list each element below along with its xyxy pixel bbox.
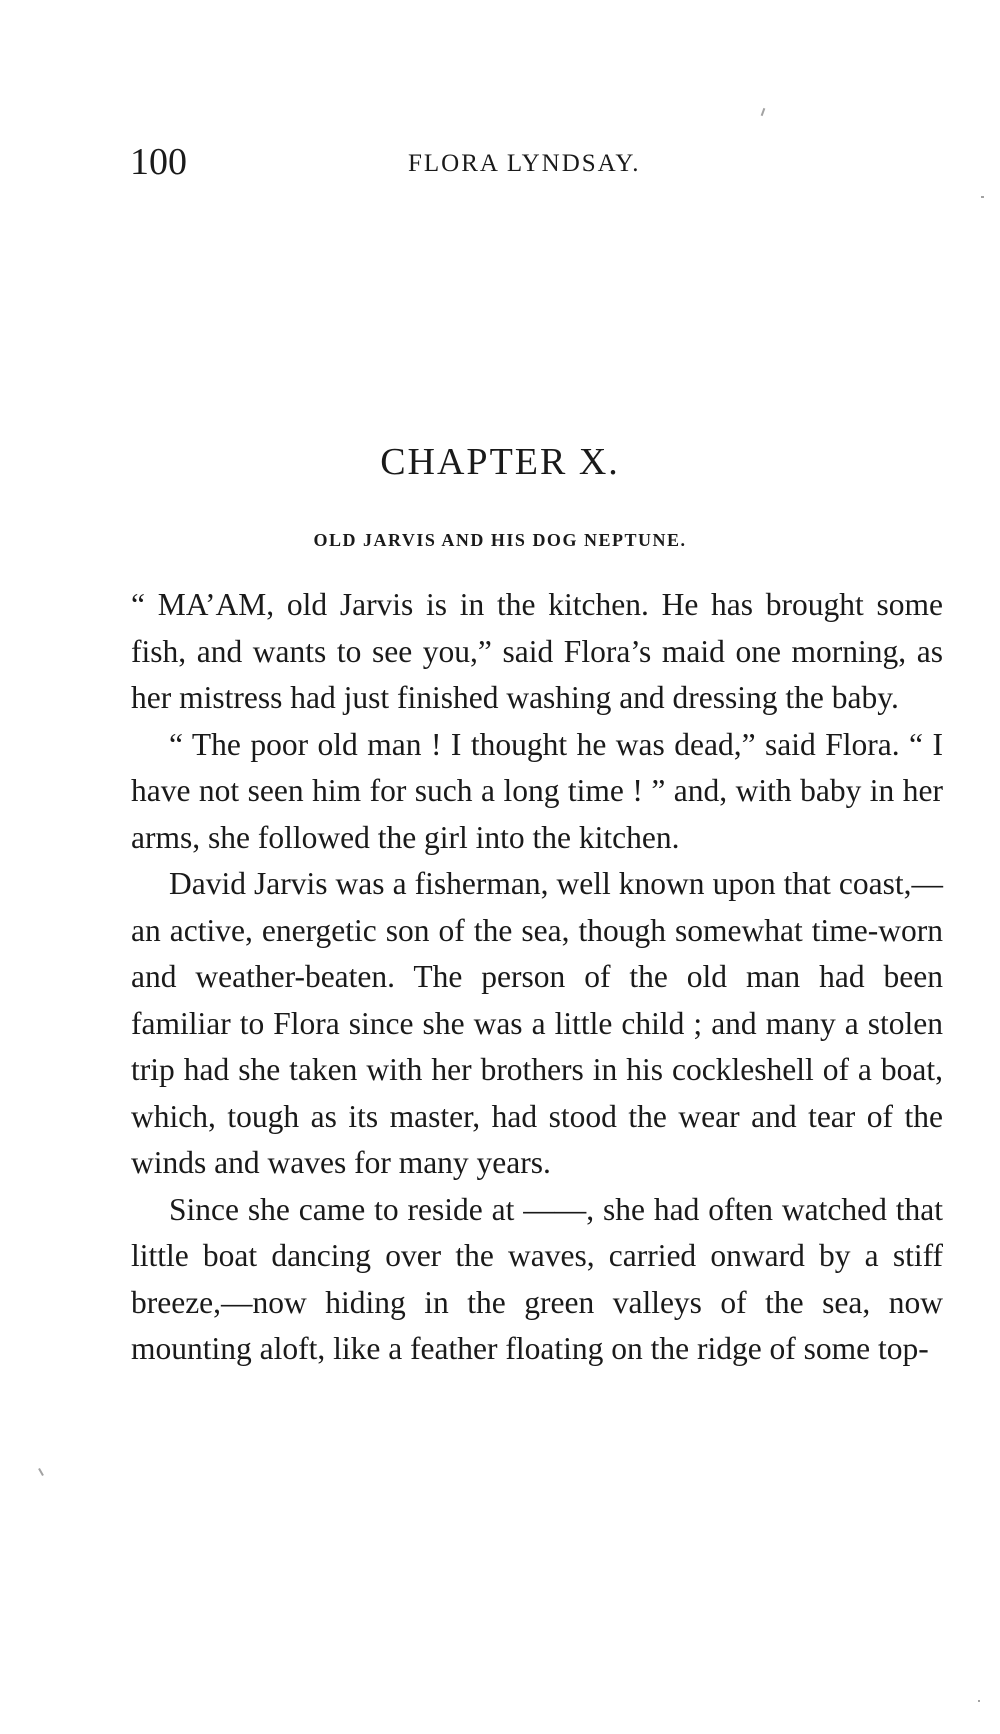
running-head (130, 140, 940, 190)
scan-speck (761, 108, 766, 116)
paragraph-3: David Jarvis was a fisherman, well known upon that coast,—an active, energetic son of the sea, though somewhat time-worn and weather-beaten. The person of the old man had been familiar to Flora since she was a little child ; and many a stolen trip had she taken with her brothers in his cockleshell of a boat, which, tough as its master, had stood the wear and tear of the winds and waves for many years. (131, 866, 943, 1180)
paragraph-2: “ The poor old man ! I thought he was dead,” said Flora. “ I have not seen him for such a long time ! ” and, with baby in her arms, she followed the girl into the kitchen. (131, 726, 943, 855)
paragraph-1: “ MA’AM, old Jarvis is in the kitchen. He has brought some fish, and wants to see you,” said Flora’s maid one morning, as her mistress had just finished washing and dressing the baby. (131, 587, 943, 715)
page-number: 100 (130, 141, 187, 183)
scan-speck (978, 1700, 980, 1702)
scan-speck (38, 1468, 44, 1476)
scan-speck (981, 196, 984, 198)
chapter-subtitle: OLD JARVIS AND HIS DOG NEPTUNE. (313, 530, 687, 550)
paragraph-4: Since she came to reside at ——, she had often watched that little boat dancing over the waves, carried onward by a stiff breeze,—now hiding in the green valleys of the sea, now mounting aloft, like a feather floating on the ridge of some top- (131, 1191, 943, 1366)
body-text (131, 582, 943, 1373)
chapter-title: CHAPTER X. (380, 441, 620, 483)
running-title: FLORA LYNDSAY. (408, 150, 641, 177)
